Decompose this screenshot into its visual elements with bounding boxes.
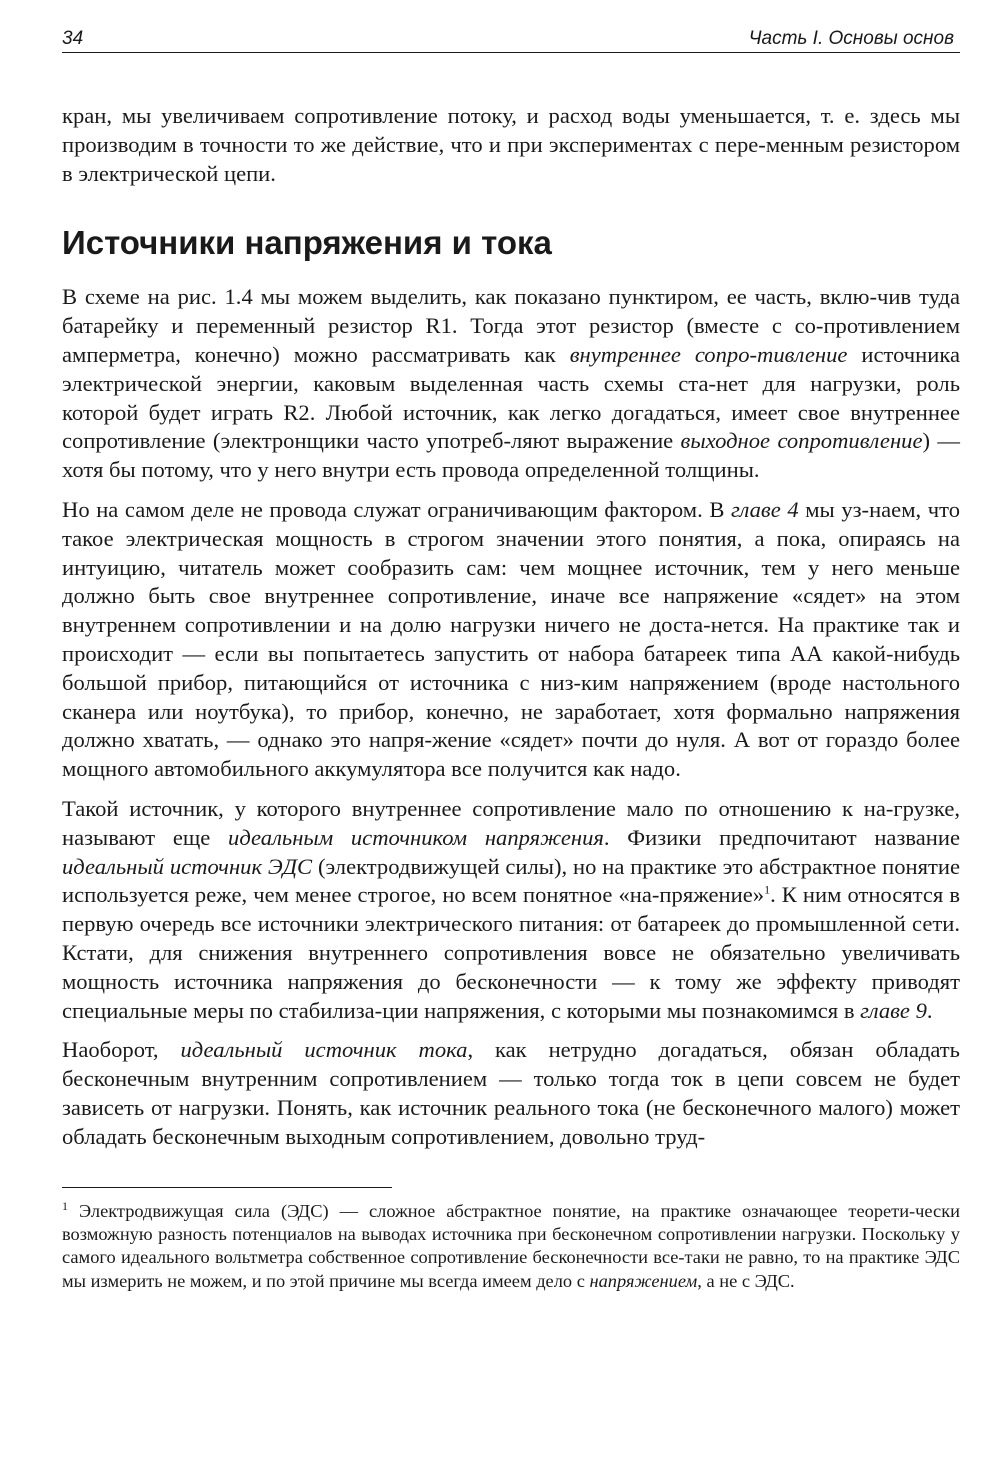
paragraph-4	[62, 1036, 960, 1151]
italic-term: идеальным источником напряжения	[228, 824, 604, 850]
text-run: , как нетрудно догадаться, обязан обладать бесконечным внутренним сопротивлением — только тогда ток в цепи совсем не будет зависеть от нагрузки. Понять, как источник реального тока (не бесконечного малого) может обладать бесконечным выходным сопротивлением, довольно труд-	[62, 1037, 960, 1149]
section-title: Источники напряжения и тока	[62, 224, 552, 262]
italic-term: идеальный источник ЭДС	[62, 853, 313, 879]
chapter-reference: главе 4	[730, 496, 799, 522]
page-number: 34	[62, 28, 84, 49]
text-run: источника электрической энергии, каковым выделенная часть схемы ста-нет для нагрузки, роль которой будет играть R2. Любой источник, как легко догадаться, имеет свое внутреннее сопротивление (электронщики часто употреб-ляют выражение	[62, 341, 960, 454]
paragraph-continued	[62, 102, 960, 188]
italic-term: идеальный источник тока	[180, 1037, 468, 1063]
text-run: Такой источник, у которого внутреннее сопротивление мало по отношению к на-грузке, называют еще	[62, 795, 960, 850]
chapter-reference: главе 9	[860, 997, 927, 1023]
footnote-divider	[62, 1187, 392, 1188]
text-run: Электродвижущая сила (ЭДС) — сложное абстрактное понятие, на практике означающее теорети-чески возможную разность потенциалов на выводах источника при бесконечном сопротивлении нагрузки. Поскольку у самого идеального вольтметра собственное сопротивление бесконечности все-таки не равно, то на практике ЭДС мы измерить не можем, и по этой причине мы всегда имеем дело с	[62, 1200, 960, 1291]
text-run: Наоборот,	[62, 1037, 181, 1063]
text-run: кран, мы увеличиваем сопротивление потоку, и расход воды уменьшается, т. е. здесь мы производим в точности то же действие, что и при экспериментах с пере-менным резистором в электрической цепи.	[62, 103, 960, 186]
text-run: мы уз-наем, что такое электрическая мощность в строгом значении этого понятия, а пока, опираясь на интуицию, читатель может сообразить сам: чем мощнее источник, тем у него меньше должно быть свое внутреннее сопротивление, иначе все напряжение «сядет» на этом внутреннем сопротивлении и на долю нагрузки ничего не доста-нется. На практике так и происходит — если вы попытаетесь запустить от набора батареек типа АА какой-нибудь большой прибор, питающийся от источника с низ-ким напряжением (вроде настольного сканера или ноутбука), то прибор, конечно, не заработает, хотя формально напряжения должно хватать, — однако это напря-жение «сядет» почти до нуля. А вот от гораздо более мощного автомобильного аккумулятора все получится как надо.	[62, 496, 960, 782]
italic-term: напряжением	[589, 1270, 698, 1291]
running-title: Часть I. Основы основ	[748, 28, 954, 49]
text-run: .	[926, 997, 933, 1023]
text-run: В схеме на рис. 1.4 мы можем выделить, как показано пунктиром, ее часть, вклю-чив туда батарейку и переменный резистор R1. Тогда этот резистор (вместе с со-противлением амперметра, конечно) можно рассматривать как	[62, 284, 960, 367]
running-header	[62, 24, 960, 53]
text-run: Но на самом деле не провода служат ограничивающим фактором. В	[62, 496, 731, 522]
italic-term: внутреннее сопро-тивление	[569, 341, 848, 367]
book-page	[62, 24, 960, 1293]
footnote-reference[interactable]: 1	[764, 882, 771, 897]
text-run: , а не с ЭДС.	[697, 1270, 795, 1291]
paragraph-3	[62, 795, 960, 1025]
italic-term: выходное сопротивление	[680, 428, 923, 454]
paragraph-1	[62, 283, 960, 485]
paragraph-2	[62, 496, 960, 784]
text-run: (электродвижущей силы), но на практике это абстрактное понятие используется реже, чем менее строгое, но всем понятное «на-пряжение»	[62, 853, 960, 908]
footnote-mark: 1	[62, 1198, 68, 1213]
footnote	[62, 1200, 960, 1294]
text-run: . Физики предпочитают название	[603, 824, 960, 850]
page-body	[62, 102, 960, 1152]
text-run: ) — хотя бы потому, что у него внутри есть провода определенной толщины.	[62, 428, 960, 483]
text-run: . К ним относятся в первую очередь все источники электрического питания: от батареек до промышленной сети. Кстати, для снижения внутреннего сопротивления вовсе не обязательно увеличивать мощность источника напряжения до бесконечности — к тому же эффекту приводят специальные меры по стабилиза-ции напряжения, с которыми мы познакомимся в	[62, 882, 960, 1023]
